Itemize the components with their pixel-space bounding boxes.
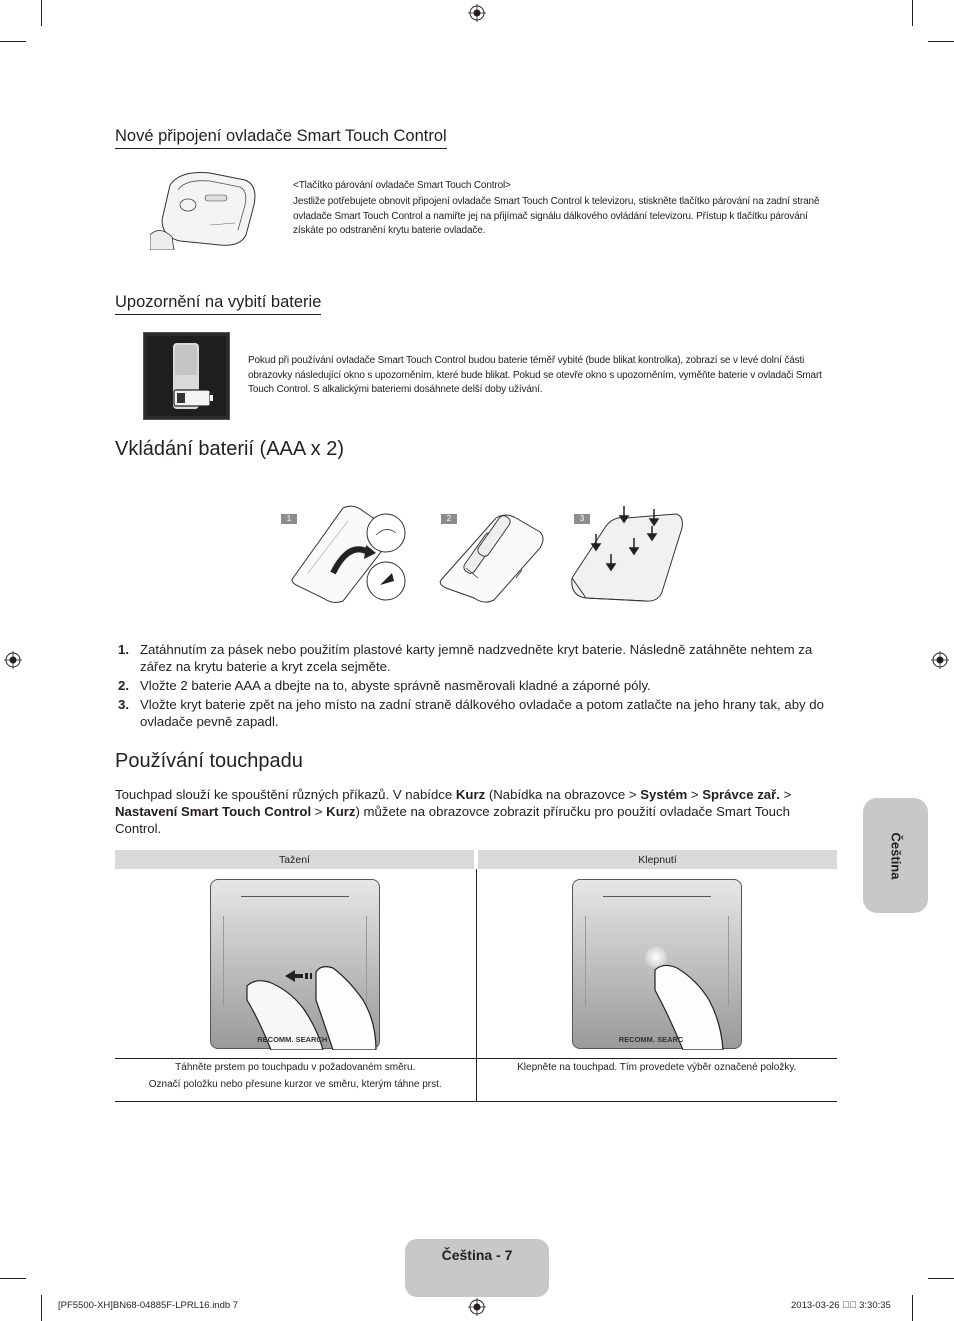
- crop-mark: [912, 0, 913, 26]
- battery-warning-heading: Upozornění na vybití baterie: [115, 293, 321, 315]
- menu-spravce: Správce zař.: [702, 787, 780, 802]
- battery-step-2-illustration: [436, 508, 548, 605]
- drag-caption-1: Táhněte prstem po touchpadu v požadovaném směru.: [175, 1062, 416, 1073]
- slug-timestamp: 2013-03-26 ￿￿ 3:30:35: [791, 1300, 891, 1311]
- menu-nastaveni: Nastavení Smart Touch Control: [115, 804, 312, 819]
- tap-caption-cell: [476, 1059, 837, 1102]
- crop-mark: [0, 1278, 26, 1279]
- touchpad-intro: [115, 786, 837, 837]
- registration-mark-icon: [468, 4, 486, 22]
- battery-step-3-illustration: [566, 506, 688, 605]
- drag-caption-2: Označí položku nebo přesune kurzor ve směru, kterým táhne prst.: [148, 1079, 442, 1090]
- col-header-drag: Tažení: [115, 850, 476, 869]
- battery-steps-list: [115, 641, 835, 732]
- touchpad-gestures-table: [115, 850, 837, 1102]
- tap-caption: Klepněte na touchpad. Tím provedete výběr označené položky.: [517, 1062, 797, 1073]
- step-badge-2: 2: [441, 514, 457, 524]
- crop-mark: [928, 1278, 954, 1279]
- menu-kurz-2: Kurz: [326, 804, 356, 819]
- list-item: [115, 641, 835, 675]
- menu-system: Systém: [640, 787, 688, 802]
- registration-mark-icon: [4, 651, 22, 669]
- step-badge-1: 1: [281, 514, 297, 524]
- page-number-tab: [405, 1239, 549, 1297]
- menu-kurz: Kurz: [455, 787, 486, 802]
- pairing-heading: Nové připojení ovladače Smart Touch Control: [115, 127, 447, 149]
- step-number: 3.: [118, 697, 129, 712]
- slug-filename: [PF5500-XH]BN68-04885F-LPRL16.indb 7: [58, 1300, 239, 1311]
- batteries-heading: Vkládání baterií (AAA x 2): [115, 438, 345, 460]
- registration-mark-icon: [468, 1298, 486, 1316]
- touchpad-heading: Používání touchpadu: [115, 750, 303, 772]
- pairing-caption-title: <Tlačítko párování ovladače Smart Touch Control>: [293, 180, 511, 191]
- crop-mark: [928, 41, 954, 42]
- page-number-label: Čeština - 7: [441, 1247, 513, 1263]
- intro-text: >: [779, 787, 792, 802]
- step-text: Vložte 2 baterie AAA a dbejte na to, abyste správně nasměrovali kladné a záporné póly.: [140, 678, 651, 693]
- step-text: Vložte kryt baterie zpět na jeho místo na zadní straně dálkového ovladače a potom zatlačte na jeho hrany tak, aby do ovladače pevně zapadl.: [140, 697, 824, 729]
- battery-step-1-illustration: [288, 503, 413, 605]
- step-badge-3: 3: [574, 514, 590, 524]
- step-number: 2.: [118, 678, 129, 693]
- pairing-text: Jestliže potřebujete obnovit připojení ovladače Smart Touch Control k televizoru, stiskněte tlačítko párování na zadní straně ovladače Smart Touch Control a namiřte jej na přijímač signálu dálkového ovládání televizoru. Přístup k tlačítku párování získáte po odstranění krytu baterie ovladače.: [293, 196, 820, 236]
- intro-text: Touchpad slouží ke spouštění různých příkazů. V nabídce: [115, 787, 456, 802]
- language-side-label: Čeština: [888, 832, 903, 879]
- battery-warning-text: Pokud při používání ovladače Smart Touch Control budou baterie téměř vybité (bude blikat kontrolka), zobrazí se v levé dolní části obrazovky následující okno s upozorněním, které bude blikat. Pokud se otevře okno s upozorněním, vyměňte baterie v ovladači Smart Touch Control. S alkalickými bateriemi dosáhnete delší doby užívání.: [248, 355, 822, 395]
- remote-back-pairing-illustration: [150, 165, 262, 250]
- intro-text: >: [687, 787, 703, 802]
- list-item: [115, 696, 835, 730]
- crop-mark: [0, 41, 26, 42]
- step-text: Zatáhnutím za pásek nebo použitím plastové karty jemně nadzvedněte kryt baterie. Následně zatáhněte nehtem za zářez na krytu baterie a kryt zcela sejměte.: [140, 642, 813, 674]
- drag-image-cell: [115, 869, 476, 1059]
- pad-label: RECOMM. SEARC: [618, 1035, 684, 1044]
- language-side-tab: [863, 798, 928, 913]
- crop-mark: [41, 0, 42, 26]
- touchpad-drag-illustration: [210, 879, 380, 1049]
- list-item: [115, 677, 835, 694]
- intro-text: ) můžete na obrazovce zobrazit příručku pro použití ovladače Smart Touch Control.: [115, 804, 790, 836]
- battery-warning-screen-image: [143, 332, 230, 420]
- step-number: 1.: [118, 642, 129, 657]
- tap-image-cell: [476, 869, 837, 1059]
- drag-caption-cell: [115, 1059, 476, 1102]
- pad-label: RECOMM. SEARCH: [257, 1035, 328, 1044]
- crop-mark: [912, 1295, 913, 1321]
- crop-mark: [41, 1295, 42, 1321]
- registration-mark-icon: [931, 651, 949, 669]
- intro-text: >: [311, 804, 327, 819]
- touchpad-tap-illustration: [572, 879, 742, 1049]
- intro-text: (Nabídka na obrazovce >: [485, 787, 641, 802]
- col-header-tap: Klepnutí: [476, 850, 837, 869]
